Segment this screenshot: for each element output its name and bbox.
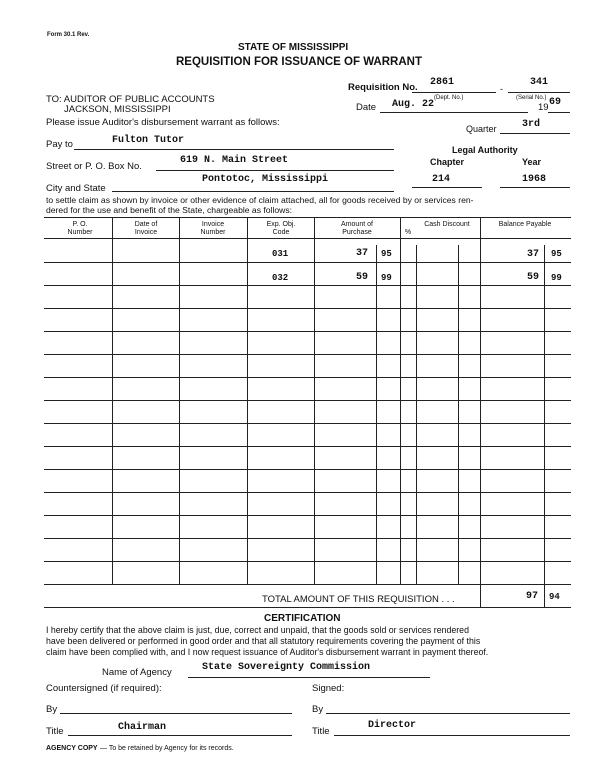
title-label-left: Title <box>46 726 64 737</box>
total-dollars: 97 <box>526 591 539 602</box>
row2-balance-cents: 99 <box>551 273 562 283</box>
row1-amount-cents: 95 <box>381 249 392 259</box>
date-label: Date <box>356 102 377 113</box>
settle-text-line1: to settle claim as shown by invoice or other evidence of claim attached, all for goods received by or services ren- <box>46 195 474 205</box>
requisition-label: Requisition No. <box>348 82 418 93</box>
legal-authority-heading: Legal Authority <box>452 145 518 155</box>
title-left-value: Chairman <box>118 722 167 733</box>
year-prefix: 19 <box>538 102 549 113</box>
col-header-pct: % <box>404 229 412 236</box>
serial-number: 341 <box>530 77 549 88</box>
auditor-line: TO: AUDITOR OF PUBLIC ACCOUNTS <box>46 94 215 105</box>
col-header-po: P. O. Number <box>67 221 93 236</box>
by-label-left: By <box>46 704 58 715</box>
signed-label: Signed: <box>312 683 345 694</box>
title-label-right: Title <box>312 726 330 737</box>
settle-text-line2: dered for the use and benefit of the State, chargeable as follows: <box>46 205 293 215</box>
certification-text-2: have been delivered or performed in good order and that all statutory requirements covering the payment of this <box>46 636 481 646</box>
col-header-exp-code: Exp. Obj. Code <box>266 221 296 236</box>
title-right-value: Director <box>368 720 417 731</box>
row2-exp-code: 032 <box>272 273 289 283</box>
row2-balance-dollars: 59 <box>527 272 540 283</box>
year-label: Year <box>522 157 542 167</box>
row1-amount-dollars: 37 <box>356 248 369 259</box>
row1-balance-cents: 95 <box>551 249 562 259</box>
total-cents: 94 <box>549 592 560 602</box>
state-heading: STATE OF MISSISSIPPI <box>238 42 349 53</box>
pay-to-label: Pay to <box>46 139 73 150</box>
form-title: REQUISITION FOR ISSUANCE OF WARRANT <box>176 56 422 68</box>
dept-number: 2861 <box>430 77 455 88</box>
col-header-balance: Balance Payable <box>498 221 552 228</box>
countersigned-label: Countersigned (if required): <box>46 683 162 694</box>
agency-copy-note: — To be retained by Agency for its records. <box>100 745 234 752</box>
year-value: 1968 <box>522 174 547 185</box>
agency-label: Name of Agency <box>102 667 172 678</box>
city-label: City and State <box>46 183 106 194</box>
col-header-date-invoice: Date of Invoice <box>134 221 158 236</box>
chapter-label: Chapter <box>430 157 465 167</box>
agency-value: State Sovereignty Commission <box>202 662 371 673</box>
jackson-line: JACKSON, MISSISSIPPI <box>64 104 171 115</box>
col-header-amount: Amount of Purchase <box>341 221 373 236</box>
street-label: Street or P. O. Box No. <box>46 161 142 172</box>
instruction-line: Please issue Auditor's disbursement warrant as follows: <box>46 117 280 128</box>
by-label-right: By <box>312 704 324 715</box>
street-value: 619 N. Main Street <box>180 155 289 166</box>
agency-copy-label: AGENCY COPY <box>46 745 98 752</box>
col-header-invoice-number: Invoice Number <box>200 221 226 236</box>
year-suffix: 69 <box>549 97 562 108</box>
certification-heading: CERTIFICATION <box>264 613 341 624</box>
row1-balance-dollars: 37 <box>527 249 540 260</box>
quarter-value: 3rd <box>522 119 541 130</box>
row2-amount-cents: 99 <box>381 273 392 283</box>
certification-text-1: I hereby certify that the above claim is just, due, correct and unpaid, that the goods sold or services rendered <box>46 625 469 635</box>
dept-no-caption: (Dept. No.) <box>434 95 464 101</box>
serial-no-caption: (Serial No.) <box>516 95 547 101</box>
certification-text-3: claim have been complied with, and I now request issuance of Auditor's disbursement warrant in payment thereof. <box>46 647 489 657</box>
form-number: Form 30.1 Rev. <box>47 32 90 38</box>
col-header-cash-discount: Cash Discount <box>424 221 470 228</box>
chapter-value: 214 <box>432 174 451 185</box>
total-label: TOTAL AMOUNT OF THIS REQUISITION . . . <box>262 594 455 605</box>
city-value: Pontotoc, Mississippi <box>202 174 329 185</box>
date-value: Aug. 22 <box>392 99 435 110</box>
row2-amount-dollars: 59 <box>356 272 369 283</box>
pay-to-value: Fulton Tutor <box>112 135 185 146</box>
quarter-label: Quarter <box>466 124 497 134</box>
row1-exp-code: 031 <box>272 249 289 259</box>
